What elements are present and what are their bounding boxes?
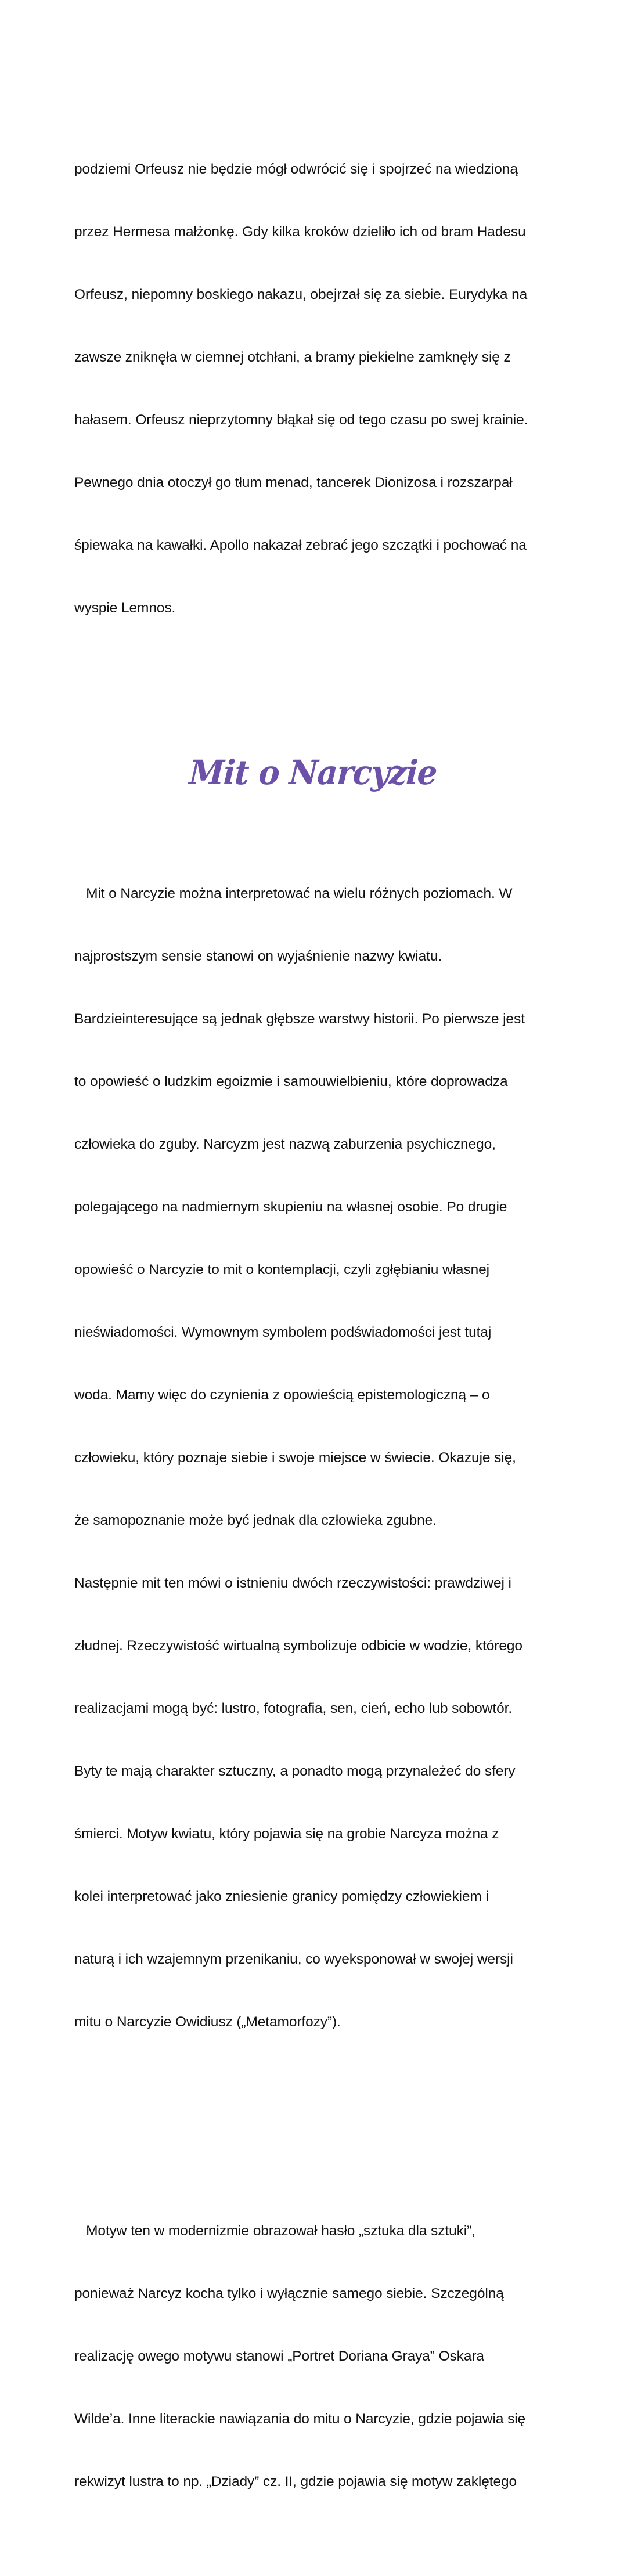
text-line: naturą i ich wzajemnym przenikaniu, co wyeksponował w swojej wersji — [74, 1951, 513, 1967]
narcissus-main-paragraph-lines — [74, 842, 556, 2074]
text-line: śpiewaka na kawałki. Apollo nakazał zebrać jego szczątki i pochować na — [74, 537, 527, 553]
text-line: Orfeusz, niepomny boskiego nakazu, obejrzał się za siebie. Eurydyka na — [74, 287, 528, 302]
text-line: Następnie mit ten mówi o istnieniu dwóch rzeczywistości: prawdziwej i — [74, 1575, 511, 1591]
text-line: to opowieść o ludzkim egoizmie i samouwielbieniu, które doprowadza — [74, 1074, 508, 1089]
text-line: że samopoznanie może być jednak dla człowieka zgubne. — [74, 1513, 437, 1528]
orpheus-paragraph — [74, 75, 556, 702]
text-line: ponieważ Narcyz kocha tylko i wyłącznie samego siebie. Szczególną — [74, 2286, 504, 2301]
text-line: Motyw ten w modernizmie obrazował hasło „sztuka dla sztuki”, — [74, 2223, 475, 2239]
section-heading-container — [74, 744, 556, 800]
text-line: polegającego na nadmiernym skupieniu na własnej osobie. Po drugie — [74, 1199, 507, 1215]
text-line: kolei interpretować jako zniesienie granicy pomiędzy człowiekiem i — [74, 1889, 489, 1904]
text-line: hałasem. Orfeusz nieprzytomny błąkał się od tego czasu po swej krainie. — [74, 412, 528, 428]
text-line: woda. Mamy więc do czynienia z opowieścią epistemologiczną – o — [74, 1387, 490, 1403]
text-line: przez Hermesa małżonkę. Gdy kilka kroków dzieliło ich od bram Hadesu — [74, 224, 526, 240]
text-line: opowieść o Narcyzie to mit o kontemplacji, czyli zgłębianiu własnej — [74, 1262, 489, 1278]
text-line: najprostszym sensie stanowi on wyjaśnienie nazwy kwiatu. — [74, 948, 442, 964]
text-line: Bardzieinteresujące są jednak głębsze warstwy historii. Po pierwsze jest — [74, 1011, 525, 1027]
paragraph-spacer — [74, 702, 556, 744]
document-content — [74, 75, 556, 2576]
page-title: Mit o Narcyzie — [188, 753, 438, 792]
text-line: realizację owego motywu stanowi „Portret Doriana Graya” Oskara — [74, 2348, 484, 2364]
text-line: wyspie Lemnos. — [74, 600, 176, 616]
text-line: zawsze zniknęła w ciemnej otchłani, a bramy piekielne zamknęły się z — [74, 349, 511, 365]
text-line: mitu o Narcyzie Owidiusz („Metamorfozy”). — [74, 2014, 341, 2030]
narcissus-main-paragraph — [74, 800, 556, 2116]
modernism-paragraph — [74, 2137, 556, 2576]
orpheus-paragraph-lines — [74, 117, 556, 661]
modernism-paragraph-lines — [74, 2179, 556, 2534]
text-line: złudnej. Rzeczywistość wirtualną symbolizuje odbicie w wodzie, którego — [74, 1638, 522, 1654]
text-line: Pewnego dnia otoczył go tłum menad, tancerek Dionizosa i rozszarpał — [74, 475, 513, 490]
text-line: nieświadomości. Wymownym symbolem podświadomości jest tutaj — [74, 1325, 492, 1340]
text-line: realizacjami mogą być: lustro, fotografia, sen, cień, echo lub sobowtór. — [74, 1701, 513, 1716]
text-line: podziemi Orfeusz nie będzie mógł odwrócić się i spojrzeć na wiedzioną — [74, 161, 518, 177]
paragraph-spacer — [74, 2116, 556, 2137]
text-line: Wilde’a. Inne literackie nawiązania do mitu o Narcyzie, gdzie pojawia się — [74, 2411, 526, 2427]
text-line: rekwizyt lustra to np. „Dziady” cz. II, gdzie pojawia się motyw zaklętego — [74, 2474, 517, 2490]
text-line: Byty te mają charakter sztuczny, a ponadto mogą przynależeć do sfery — [74, 1763, 516, 1779]
text-line: człowieka do zguby. Narcyzm jest nazwą zaburzenia psychicznego, — [74, 1137, 496, 1152]
text-line: Mit o Narcyzie można interpretować na wielu różnych poziomach. W — [74, 886, 513, 901]
text-line: śmierci. Motyw kwiatu, który pojawia się na grobie Narcyza można z — [74, 1826, 499, 1842]
text-line: człowieku, który poznaje siebie i swoje miejsce w świecie. Okazuje się, — [74, 1450, 516, 1466]
